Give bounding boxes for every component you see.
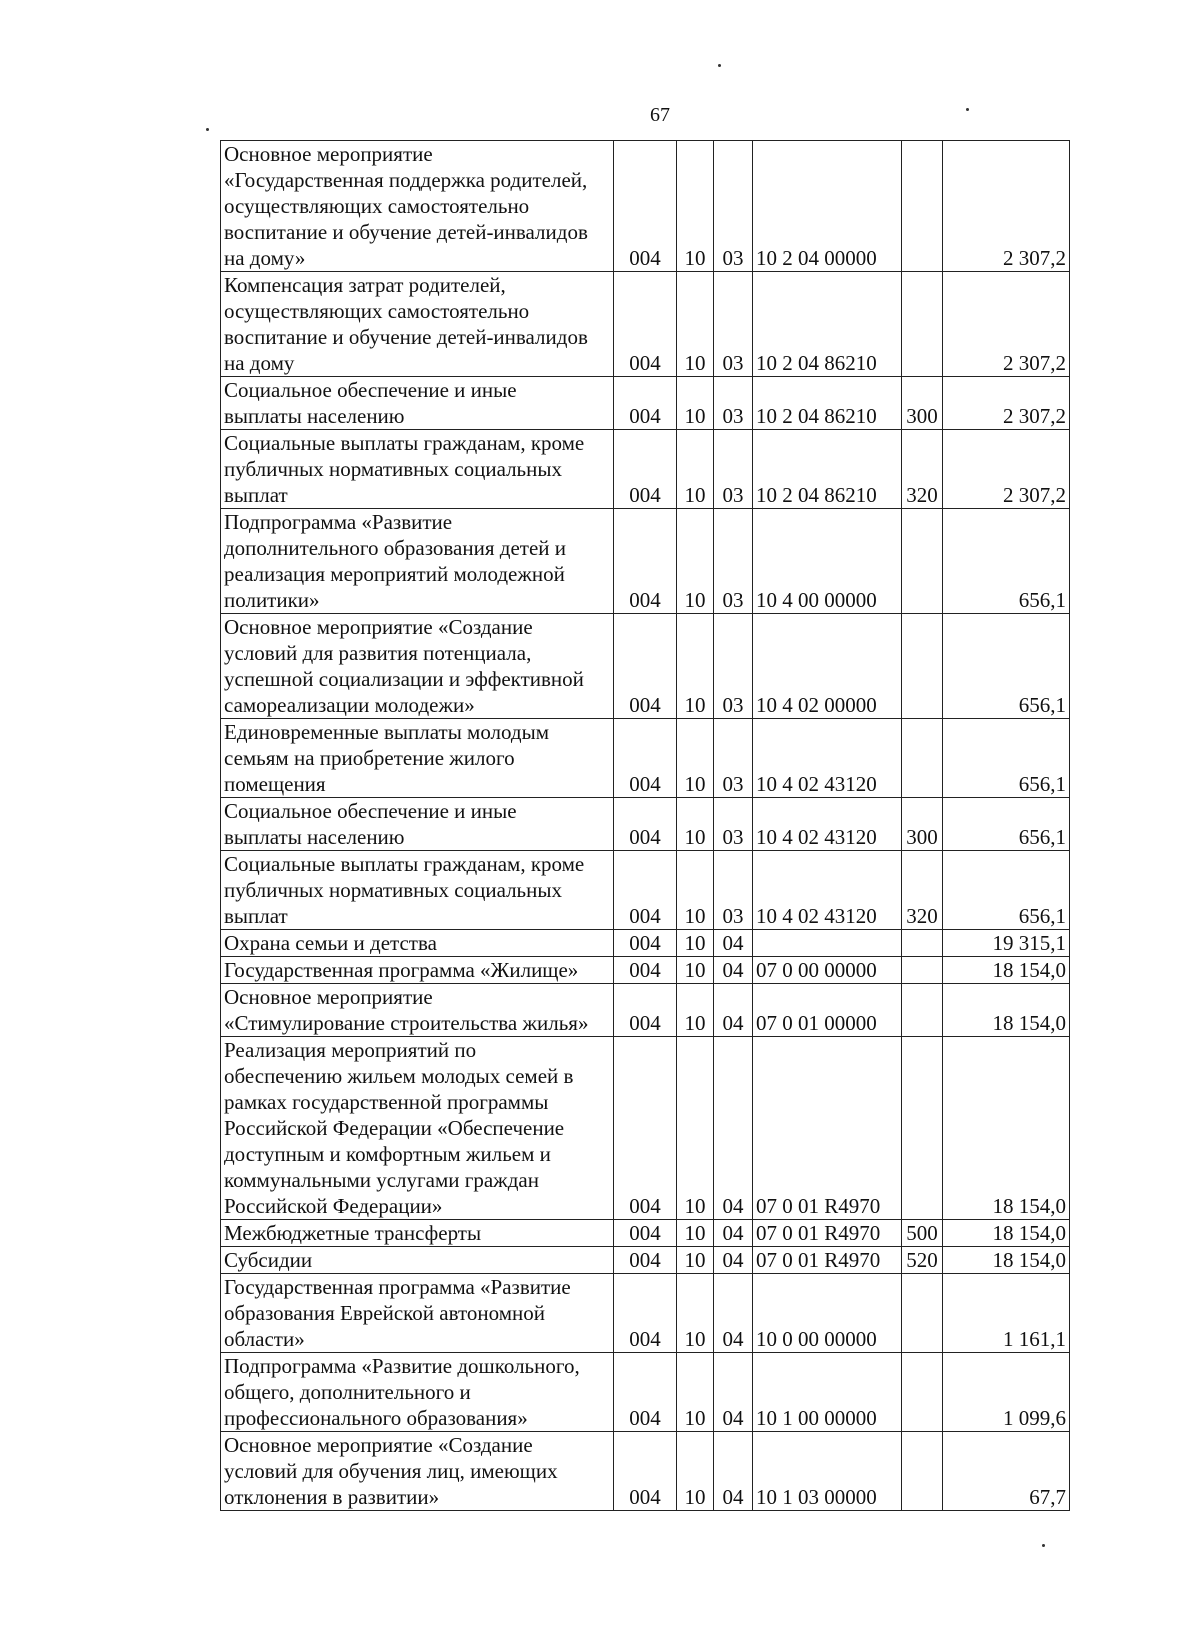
row-target-code-cell: 07 0 01 R4970 <box>753 1220 902 1247</box>
table-row <box>221 984 1070 1037</box>
row-sum-cell: 656,1 <box>943 851 1070 930</box>
row-subsection-cell: 04 <box>714 957 753 984</box>
row-sum-cell: 2 307,2 <box>943 377 1070 430</box>
row-target-code-cell: 10 4 02 00000 <box>753 614 902 719</box>
table-row <box>221 509 1070 614</box>
row-expense-type-cell <box>902 930 943 957</box>
row-target-code-cell <box>753 930 902 957</box>
row-section-cell: 10 <box>677 509 714 614</box>
row-grbs-cell: 004 <box>614 1037 677 1220</box>
row-name-cell: Основное мероприятие «Создание условий для развития потенциала, успешной социализации и эффективной самореализации молодежи» <box>221 614 614 719</box>
row-name-cell: Государственная программа «Жилище» <box>221 957 614 984</box>
row-name-cell: Государственная программа «Развитие образования Еврейской автономной области» <box>221 1274 614 1353</box>
row-sum-cell: 2 307,2 <box>943 430 1070 509</box>
row-expense-type-cell <box>902 509 943 614</box>
table-row <box>221 719 1070 798</box>
row-grbs-cell: 004 <box>614 1432 677 1511</box>
row-section-cell: 10 <box>677 798 714 851</box>
row-sum-cell: 19 315,1 <box>943 930 1070 957</box>
row-target-code-cell: 10 4 00 00000 <box>753 509 902 614</box>
row-sum-cell: 1 161,1 <box>943 1274 1070 1353</box>
row-grbs-cell: 004 <box>614 851 677 930</box>
row-name-cell: Социальное обеспечение и иные выплаты населению <box>221 377 614 430</box>
row-name-cell: Основное мероприятие «Государственная поддержка родителей, осуществляющих самостоятельно воспитание и обучение детей-инвалидов на дому» <box>221 141 614 272</box>
row-name-cell: Охрана семьи и детства <box>221 930 614 957</box>
row-grbs-cell: 004 <box>614 430 677 509</box>
row-sum-cell: 656,1 <box>943 614 1070 719</box>
row-target-code-cell: 10 4 02 43120 <box>753 719 902 798</box>
table-row <box>221 930 1070 957</box>
row-target-code-cell: 10 2 04 86210 <box>753 430 902 509</box>
row-subsection-cell: 04 <box>714 1432 753 1511</box>
row-target-code-cell: 10 4 02 43120 <box>753 798 902 851</box>
row-section-cell: 10 <box>677 719 714 798</box>
table-row <box>221 1247 1070 1274</box>
row-subsection-cell: 03 <box>714 430 753 509</box>
row-name-cell: Единовременные выплаты молодым семьям на приобретение жилого помещения <box>221 719 614 798</box>
row-section-cell: 10 <box>677 1353 714 1432</box>
row-name-cell: Основное мероприятие «Стимулирование строительства жилья» <box>221 984 614 1037</box>
row-subsection-cell: 03 <box>714 851 753 930</box>
row-grbs-cell: 004 <box>614 930 677 957</box>
table-row <box>221 1274 1070 1353</box>
row-section-cell: 10 <box>677 272 714 377</box>
row-grbs-cell: 004 <box>614 1274 677 1353</box>
row-grbs-cell: 004 <box>614 377 677 430</box>
row-subsection-cell: 03 <box>714 798 753 851</box>
row-expense-type-cell: 320 <box>902 851 943 930</box>
row-expense-type-cell: 520 <box>902 1247 943 1274</box>
row-section-cell: 10 <box>677 957 714 984</box>
row-target-code-cell: 10 0 00 00000 <box>753 1274 902 1353</box>
table-row <box>221 1353 1070 1432</box>
table-row <box>221 614 1070 719</box>
row-expense-type-cell <box>902 272 943 377</box>
row-name-cell: Межбюджетные трансферты <box>221 1220 614 1247</box>
row-expense-type-cell <box>902 614 943 719</box>
row-expense-type-cell <box>902 984 943 1037</box>
row-subsection-cell: 03 <box>714 272 753 377</box>
page-number: 67 <box>650 104 670 126</box>
table-row <box>221 798 1070 851</box>
row-section-cell: 10 <box>677 1037 714 1220</box>
row-name-cell: Социальное обеспечение и иные выплаты населению <box>221 798 614 851</box>
row-subsection-cell: 04 <box>714 1274 753 1353</box>
row-sum-cell: 656,1 <box>943 509 1070 614</box>
table-row <box>221 377 1070 430</box>
row-target-code-cell: 07 0 01 00000 <box>753 984 902 1037</box>
row-name-cell: Компенсация затрат родителей, осуществляющих самостоятельно воспитание и обучение детей-инвалидов на дому <box>221 272 614 377</box>
row-target-code-cell: 10 4 02 43120 <box>753 851 902 930</box>
row-name-cell: Основное мероприятие «Создание условий для обучения лиц, имеющих отклонения в развитии» <box>221 1432 614 1511</box>
row-subsection-cell: 04 <box>714 930 753 957</box>
row-sum-cell: 656,1 <box>943 798 1070 851</box>
row-grbs-cell: 004 <box>614 614 677 719</box>
table-row <box>221 272 1070 377</box>
row-name-cell: Подпрограмма «Развитие дополнительного образования детей и реализация мероприятий молодежной политики» <box>221 509 614 614</box>
scan-speck <box>1042 1544 1045 1547</box>
row-subsection-cell: 03 <box>714 509 753 614</box>
row-target-code-cell: 07 0 00 00000 <box>753 957 902 984</box>
scan-speck <box>966 108 969 111</box>
row-name-cell: Социальные выплаты гражданам, кроме публичных нормативных социальных выплат <box>221 430 614 509</box>
row-sum-cell: 2 307,2 <box>943 141 1070 272</box>
row-sum-cell: 18 154,0 <box>943 1220 1070 1247</box>
row-subsection-cell: 03 <box>714 141 753 272</box>
row-target-code-cell: 10 2 04 00000 <box>753 141 902 272</box>
row-expense-type-cell <box>902 1432 943 1511</box>
table-row <box>221 430 1070 509</box>
row-expense-type-cell: 300 <box>902 798 943 851</box>
row-grbs-cell: 004 <box>614 719 677 798</box>
row-sum-cell: 2 307,2 <box>943 272 1070 377</box>
row-sum-cell: 67,7 <box>943 1432 1070 1511</box>
scan-speck <box>718 64 721 67</box>
row-subsection-cell: 04 <box>714 1037 753 1220</box>
row-expense-type-cell: 300 <box>902 377 943 430</box>
row-name-cell: Подпрограмма «Развитие дошкольного, общего, дополнительного и профессионального образования» <box>221 1353 614 1432</box>
row-grbs-cell: 004 <box>614 1220 677 1247</box>
row-sum-cell: 656,1 <box>943 719 1070 798</box>
row-subsection-cell: 04 <box>714 1247 753 1274</box>
row-target-code-cell: 07 0 01 R4970 <box>753 1247 902 1274</box>
row-expense-type-cell <box>902 1274 943 1353</box>
scan-speck <box>206 128 209 131</box>
row-section-cell: 10 <box>677 851 714 930</box>
row-grbs-cell: 004 <box>614 509 677 614</box>
row-subsection-cell: 03 <box>714 377 753 430</box>
row-expense-type-cell <box>902 719 943 798</box>
table-row <box>221 1037 1070 1220</box>
row-target-code-cell: 10 1 00 00000 <box>753 1353 902 1432</box>
row-section-cell: 10 <box>677 377 714 430</box>
row-sum-cell: 18 154,0 <box>943 984 1070 1037</box>
row-subsection-cell: 03 <box>714 614 753 719</box>
row-section-cell: 10 <box>677 1247 714 1274</box>
row-section-cell: 10 <box>677 1432 714 1511</box>
row-subsection-cell: 04 <box>714 984 753 1037</box>
table-row <box>221 1432 1070 1511</box>
row-target-code-cell: 10 1 03 00000 <box>753 1432 902 1511</box>
row-sum-cell: 1 099,6 <box>943 1353 1070 1432</box>
row-target-code-cell: 10 2 04 86210 <box>753 272 902 377</box>
row-expense-type-cell: 320 <box>902 430 943 509</box>
row-section-cell: 10 <box>677 430 714 509</box>
row-grbs-cell: 004 <box>614 984 677 1037</box>
table-row <box>221 957 1070 984</box>
row-sum-cell: 18 154,0 <box>943 1037 1070 1220</box>
row-section-cell: 10 <box>677 141 714 272</box>
row-sum-cell: 18 154,0 <box>943 957 1070 984</box>
row-expense-type-cell <box>902 1037 943 1220</box>
row-grbs-cell: 004 <box>614 1247 677 1274</box>
row-section-cell: 10 <box>677 1220 714 1247</box>
row-section-cell: 10 <box>677 614 714 719</box>
row-section-cell: 10 <box>677 1274 714 1353</box>
row-target-code-cell: 07 0 01 R4970 <box>753 1037 902 1220</box>
row-subsection-cell: 04 <box>714 1353 753 1432</box>
row-section-cell: 10 <box>677 984 714 1037</box>
row-subsection-cell: 03 <box>714 719 753 798</box>
row-grbs-cell: 004 <box>614 957 677 984</box>
row-section-cell: 10 <box>677 930 714 957</box>
table-row <box>221 141 1070 272</box>
budget-table <box>220 140 1070 1511</box>
row-grbs-cell: 004 <box>614 141 677 272</box>
budget-table-body <box>221 141 1070 1511</box>
row-name-cell: Субсидии <box>221 1247 614 1274</box>
row-subsection-cell: 04 <box>714 1220 753 1247</box>
row-sum-cell: 18 154,0 <box>943 1247 1070 1274</box>
row-expense-type-cell <box>902 1353 943 1432</box>
row-grbs-cell: 004 <box>614 272 677 377</box>
row-grbs-cell: 004 <box>614 798 677 851</box>
row-grbs-cell: 004 <box>614 1353 677 1432</box>
row-name-cell: Реализация мероприятий по обеспечению жильем молодых семей в рамках государственной программы Российской Федерации «Обеспечение доступным и комфортным жильем и коммунальными услугами граждан Российской Федерации» <box>221 1037 614 1220</box>
table-row <box>221 1220 1070 1247</box>
row-expense-type-cell <box>902 957 943 984</box>
row-target-code-cell: 10 2 04 86210 <box>753 377 902 430</box>
row-name-cell: Социальные выплаты гражданам, кроме публичных нормативных социальных выплат <box>221 851 614 930</box>
row-expense-type-cell: 500 <box>902 1220 943 1247</box>
row-expense-type-cell <box>902 141 943 272</box>
table-row <box>221 851 1070 930</box>
